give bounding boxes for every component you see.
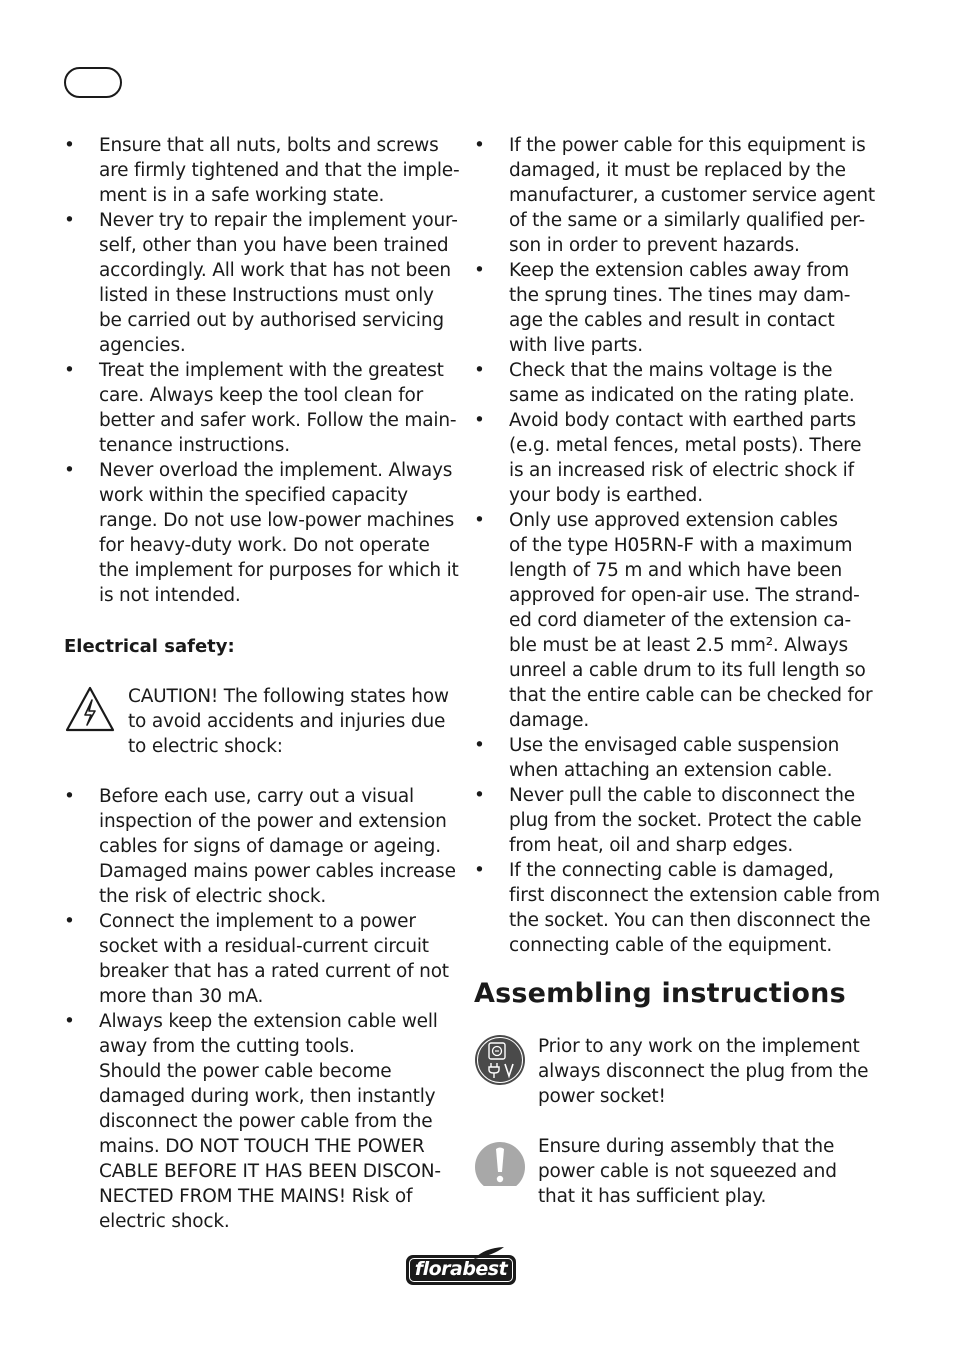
text-line: inspection of the power and extension: [99, 811, 447, 832]
text-line: Never overload the implement. Always: [99, 460, 453, 481]
text-line: Ensure during assembly that the: [538, 1136, 835, 1157]
text-line: ble must be at least 2.5 mm². Always: [509, 635, 848, 656]
bullet-dot: •: [64, 911, 75, 932]
electrical-safety-heading: Electrical safety:: [64, 636, 235, 657]
list-item: [64, 133, 460, 208]
text-line: unreel a cable drum to its full length so: [509, 660, 866, 681]
text-line: better and safer work. Follow the main-: [99, 410, 457, 431]
text-line: the risk of electric shock.: [99, 886, 327, 907]
text-line: is not intended.: [99, 585, 241, 606]
logo-text: florabest: [414, 1258, 508, 1280]
text-line: range. Do not use low-power machines: [99, 510, 455, 531]
text-line: socket with a residual-current circuit: [99, 936, 429, 957]
list-item: [64, 1009, 464, 1234]
list-item: [64, 208, 458, 358]
text-line: of the type H05RN-F with a maximum: [509, 535, 853, 556]
text-line: listed in these Instructions must only: [99, 285, 434, 306]
text-line: same as indicated on the rating plate.: [509, 385, 855, 406]
text-line: age the cables and result in contact: [509, 310, 835, 331]
text-line: (e.g. metal fences, metal posts). There: [509, 435, 862, 456]
bullet-dot: •: [474, 260, 485, 281]
text-line: CAUTION! The following states how: [128, 686, 449, 707]
list-item: [64, 358, 457, 458]
text-line: Before each use, carry out a visual: [99, 786, 414, 807]
text-line: damaged during work, then instantly: [99, 1086, 436, 1107]
text-line: from heat, oil and sharp edges.: [509, 835, 794, 856]
unplug-notice-text: [538, 1034, 868, 1109]
text-line: Prior to any work on the implement: [538, 1036, 860, 1057]
bullet-dot: •: [64, 135, 75, 156]
florabest-logo: [404, 1246, 520, 1288]
text-line: Treat the implement with the greatest: [99, 360, 444, 381]
bullet-dot: •: [64, 786, 75, 807]
electrical-bullet-list: [64, 784, 464, 1234]
text-line: the sprung tines. The tines may dam-: [509, 285, 851, 306]
left-column: [64, 133, 460, 608]
text-line: accordingly. All work that has not been: [99, 260, 451, 281]
text-line: damaged, it must be replaced by the: [509, 160, 846, 181]
text-line: of the same or a similarly qualified per-: [509, 210, 865, 231]
text-line: is an increased risk of electric shock if: [509, 460, 854, 481]
text-line: length of 75 m and which have been: [509, 560, 843, 581]
assembling-title: Assembling instructions: [474, 978, 846, 1009]
text-line: electric shock.: [99, 1211, 230, 1232]
list-item: [474, 733, 864, 783]
text-line: away from the cutting tools.: [99, 1036, 355, 1057]
text-line: approved for open-air use. The strand-: [509, 585, 860, 606]
text-line: Always keep the extension cable well: [99, 1011, 438, 1032]
bullet-dot: •: [474, 360, 485, 381]
text-line: Use the envisaged cable suspension: [509, 735, 840, 756]
unplug-icon: [474, 1034, 526, 1086]
text-line: cables for signs of damage or ageing.: [99, 836, 441, 857]
list-item: [474, 358, 864, 408]
bullet-dot: •: [64, 1011, 75, 1032]
text-line: to avoid accidents and injuries due: [128, 711, 446, 732]
text-line: more than 30 mA.: [99, 986, 264, 1007]
text-line: Should the power cable become: [99, 1061, 392, 1082]
safety-bullet-list: [64, 133, 460, 608]
list-item: [64, 784, 464, 909]
text-line: manufacturer, a customer service agent: [509, 185, 875, 206]
text-line: CABLE BEFORE IT HAS BEEN DISCON-: [99, 1161, 441, 1182]
text-line: NECTED FROM THE MAINS! Risk of: [99, 1186, 413, 1207]
text-line: with live parts.: [509, 335, 643, 356]
text-line: the socket. You can then disconnect the: [509, 910, 871, 931]
list-item: [64, 458, 459, 608]
text-line: always disconnect the plug from the: [538, 1061, 869, 1082]
list-item: [474, 258, 864, 358]
text-line: Connect the implement to a power: [99, 911, 416, 932]
text-line: connecting cable of the equipment.: [509, 935, 833, 956]
list-item: [474, 408, 864, 508]
text-line: mains. DO NOT TOUCH THE POWER: [99, 1136, 425, 1157]
cable-notice-text: [538, 1134, 837, 1209]
text-line: work within the specified capacity: [99, 485, 408, 506]
text-line: self, other than you have been trained: [99, 235, 449, 256]
text-line: power socket!: [538, 1086, 666, 1107]
text-line: Check that the mains voltage is the: [509, 360, 833, 381]
text-line: when attaching an extension cable.: [509, 760, 833, 781]
text-line: disconnect the power cable from the: [99, 1111, 433, 1132]
text-line: Only use approved extension cables: [509, 510, 838, 531]
bullet-dot: •: [474, 735, 485, 756]
text-line: the implement for purposes for which it: [99, 560, 459, 581]
text-line: Damaged mains power cables increase: [99, 861, 456, 882]
text-line: Avoid body contact with earthed parts: [509, 410, 856, 431]
list-item: [474, 783, 864, 858]
text-line: power cable is not squeezed and: [538, 1161, 837, 1182]
text-line: ed cord diameter of the extension ca-: [509, 610, 851, 631]
text-line: If the connecting cable is damaged,: [509, 860, 834, 881]
text-line: If the power cable for this equipment is: [509, 135, 866, 156]
text-line: your body is earthed.: [509, 485, 703, 506]
list-item: [64, 909, 464, 1009]
bullet-dot: •: [64, 460, 75, 481]
text-line: that the entire cable can be checked for: [509, 685, 873, 706]
cable-bullet-list: [474, 133, 880, 958]
text-line: agencies.: [99, 335, 186, 356]
caution-text: [128, 684, 449, 759]
right-column: [474, 133, 880, 958]
bullet-dot: •: [474, 410, 485, 431]
list-item: [474, 858, 880, 958]
bullet-dot: •: [474, 135, 485, 156]
text-line: first disconnect the extension cable from: [509, 885, 880, 906]
text-line: son in order to prevent hazards.: [509, 235, 800, 256]
text-line: tenance instructions.: [99, 435, 290, 456]
text-line: Ensure that all nuts, bolts and screws: [99, 135, 439, 156]
text-line: be carried out by authorised servicing: [99, 310, 444, 331]
exclamation-icon: [474, 1134, 526, 1186]
text-line: Keep the extension cables away from: [509, 260, 849, 281]
text-line: damage.: [509, 710, 590, 731]
text-line: breaker that has a rated current of not: [99, 961, 449, 982]
bullet-dot: •: [474, 785, 485, 806]
electrical-list-container: [64, 784, 464, 1234]
text-line: care. Always keep the tool clean for: [99, 385, 424, 406]
text-line: ment is in a safe working state.: [99, 185, 385, 206]
language-badge: [64, 67, 122, 98]
text-line: plug from the socket. Protect the cable: [509, 810, 862, 831]
text-line: are firmly tightened and that the imple-: [99, 160, 460, 181]
electric-warning-icon: [64, 684, 116, 734]
text-line: Never try to repair the implement your-: [99, 210, 458, 231]
bullet-dot: •: [474, 510, 485, 531]
text-line: to electric shock:: [128, 736, 283, 757]
bullet-dot: •: [474, 860, 485, 881]
bullet-dot: •: [64, 360, 75, 381]
text-line: Never pull the cable to disconnect the: [509, 785, 855, 806]
list-item: [474, 133, 875, 258]
text-line: for heavy-duty work. Do not operate: [99, 535, 430, 556]
list-item: [474, 508, 873, 733]
bullet-dot: •: [64, 210, 75, 231]
text-line: that it has sufficient play.: [538, 1186, 767, 1207]
